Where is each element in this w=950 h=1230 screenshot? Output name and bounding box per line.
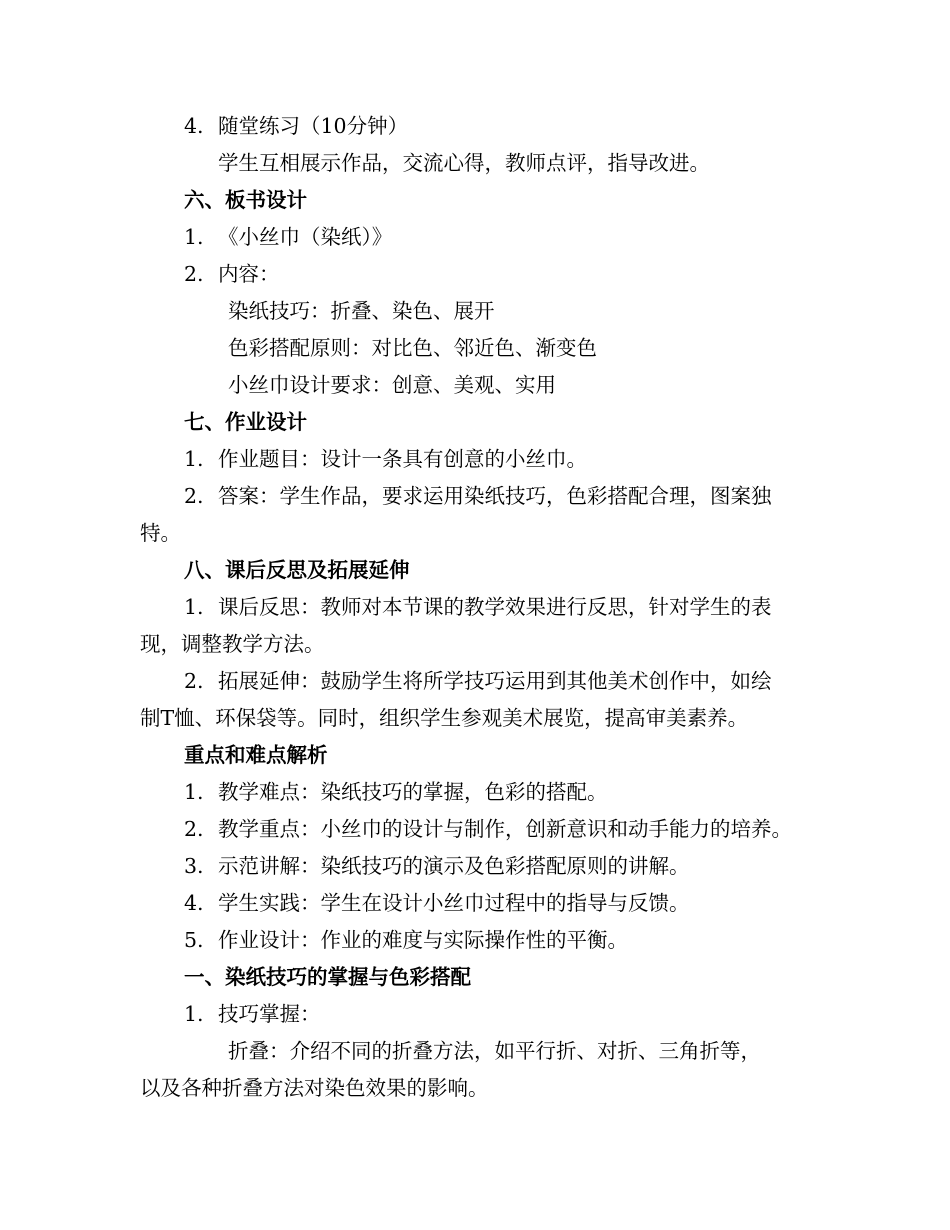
list-item: 1. 作业题目：设计一条具有创意的小丝巾。: [184, 447, 587, 471]
list-item: 1. 教学难点：染纸技巧的掌握，色彩的搭配。: [184, 780, 608, 804]
list-item: 2. 答案：学生作品，要求运用染纸技巧，色彩搭配合理，图案独: [184, 484, 772, 508]
paragraph: 学生互相展示作品，交流心得，教师点评，指导改进。: [218, 151, 710, 175]
sub-item: 小丝巾设计要求：创意、美观、实用: [228, 373, 556, 397]
sub-item: 色彩搭配原则：对比色、邻近色、渐变色: [228, 336, 597, 360]
list-item: 1. 《小丝巾（染纸）》: [184, 225, 393, 249]
sub-item: 折叠：介绍不同的折叠方法，如平行折、对折、三角折等，: [228, 1039, 761, 1063]
list-item: 3. 示范讲解：染纸技巧的演示及色彩搭配原则的讲解。: [184, 854, 690, 878]
list-item-continuation: 现，调整教学方法。: [140, 632, 325, 656]
section-heading: 一、染纸技巧的掌握与色彩搭配: [184, 965, 471, 989]
list-item-continuation: 制T恤、环保袋等。同时，组织学生参观美术展览，提高审美素养。: [140, 706, 749, 730]
section-heading: 重点和难点解析: [184, 743, 328, 767]
list-item: 1. 课后反思：教师对本节课的教学效果进行反思，针对学生的表: [184, 595, 772, 619]
list-item: 4. 随堂练习（10分钟）: [184, 114, 409, 138]
section-heading: 六、板书设计: [184, 188, 307, 212]
sub-item-continuation: 以及各种折叠方法对染色效果的影响。: [140, 1076, 489, 1100]
list-item: 2. 教学重点：小丝巾的设计与制作，创新意识和动手能力的培养。: [184, 817, 792, 841]
list-item-continuation: 特。: [140, 521, 181, 545]
section-heading: 八、课后反思及拓展延伸: [184, 558, 410, 582]
sub-item: 染纸技巧：折叠、染色、展开: [228, 299, 495, 323]
list-item: 2. 拓展延伸：鼓励学生将所学技巧运用到其他美术创作中，如绘: [184, 669, 772, 693]
list-item: 1. 技巧掌握：: [184, 1002, 321, 1026]
list-item: 2. 内容：: [184, 262, 280, 286]
section-heading: 七、作业设计: [184, 410, 307, 434]
list-item: 4. 学生实践：学生在设计小丝巾过程中的指导与反馈。: [184, 891, 690, 915]
list-item: 5. 作业设计：作业的难度与实际操作性的平衡。: [184, 928, 628, 952]
